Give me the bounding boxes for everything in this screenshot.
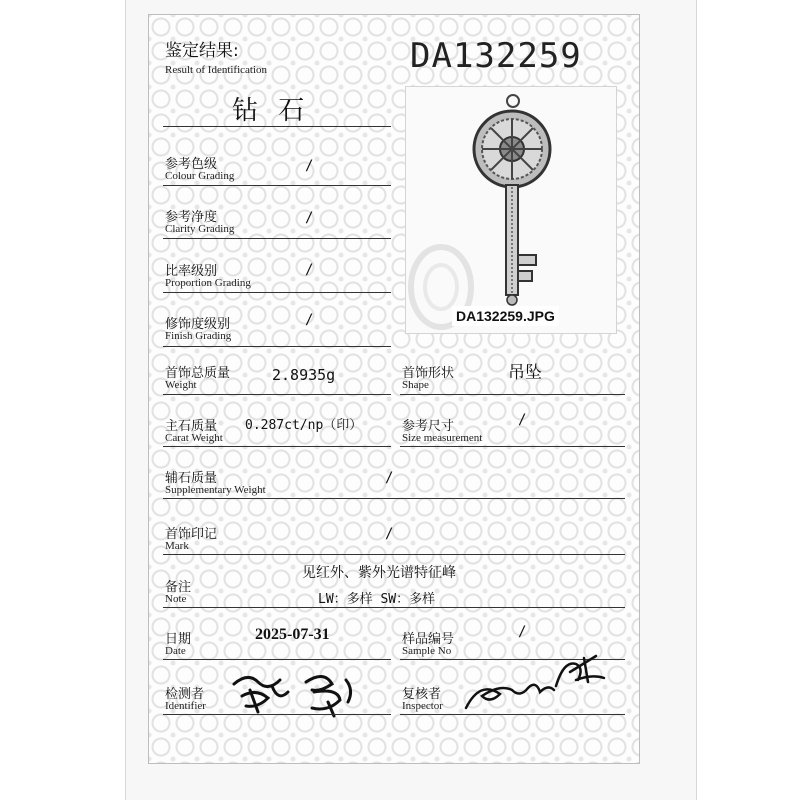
- identifier-label-zh: 检测者: [165, 687, 205, 702]
- date-value: 2025-07-31: [255, 626, 330, 643]
- title-zh: 鉴定结果:: [165, 41, 239, 61]
- note-line-1: 见红外、紫外光谱特征峰: [302, 565, 456, 581]
- divider: [163, 346, 391, 347]
- date-label-en: Date: [165, 645, 186, 657]
- size-label-en: Size measurement: [402, 432, 483, 444]
- note-label-zh: 备注: [165, 580, 192, 595]
- mark-label-zh: 首饰印记: [165, 527, 218, 542]
- divider: [163, 554, 625, 555]
- photo-caption: DA132259.JPG: [452, 306, 559, 326]
- finish-label-en: Finish Grading: [165, 330, 232, 342]
- inspector-label-zh: 复核者: [402, 687, 442, 702]
- finish-value: /: [305, 312, 314, 328]
- supplementary-value: /: [385, 470, 394, 486]
- divider: [163, 607, 625, 608]
- mark-value: /: [385, 526, 394, 542]
- divider: [163, 238, 391, 239]
- clarity-label-en: Clarity Grading: [165, 223, 235, 235]
- divider: [163, 498, 625, 499]
- inspector-signature: [460, 650, 610, 714]
- proportion-label-en: Proportion Grading: [165, 277, 251, 289]
- mark-label-en: Mark: [165, 540, 189, 552]
- proportion-label-zh: 比率级别: [165, 264, 218, 279]
- clarity-label-zh: 参考净度: [165, 210, 218, 225]
- colour-value: /: [305, 158, 314, 174]
- note-line-2: LW：多样 SW：多样: [318, 592, 436, 607]
- weight-value: 2.8935g: [272, 366, 336, 384]
- divider: [163, 126, 391, 127]
- sample-label-en: Sample No: [402, 645, 452, 657]
- divider: [163, 394, 391, 395]
- colour-label-en: Colour Grading: [165, 170, 235, 182]
- divider: [163, 714, 391, 715]
- divider: [163, 292, 391, 293]
- size-label-zh: 参考尺寸: [402, 419, 455, 434]
- identification-result: 钻 石: [232, 96, 311, 126]
- carat-label-en: Carat Weight: [165, 432, 223, 444]
- weight-label-zh: 首饰总质量: [165, 366, 231, 381]
- carat-value: 0.287ct/np（印）: [245, 418, 363, 433]
- key-pendant-icon: [406, 87, 616, 333]
- supplementary-label-zh: 辅石质量: [165, 471, 218, 486]
- certificate-number: DA132259: [410, 36, 582, 76]
- colour-label-zh: 参考色级: [165, 157, 218, 172]
- divider: [400, 394, 625, 395]
- identifier-label-en: Identifier: [165, 700, 206, 712]
- sample-label-zh: 样品编号: [402, 632, 455, 647]
- inspector-label-en: Inspector: [402, 700, 443, 712]
- divider: [163, 185, 391, 186]
- shape-label-zh: 首饰形状: [402, 366, 455, 381]
- divider: [163, 446, 391, 447]
- clarity-value: /: [305, 210, 314, 226]
- shape-value: 吊坠: [508, 363, 542, 383]
- sample-value: /: [518, 624, 527, 640]
- finish-label-zh: 修饰度级别: [165, 317, 231, 332]
- divider: [163, 659, 391, 660]
- title-en: Result of Identification: [165, 64, 268, 76]
- proportion-value: /: [305, 262, 314, 278]
- size-value: /: [518, 412, 527, 428]
- weight-label-en: Weight: [165, 379, 197, 391]
- divider: [400, 446, 625, 447]
- sample-photo: [405, 86, 617, 334]
- date-label-zh: 日期: [165, 632, 192, 647]
- supplementary-label-en: Supplementary Weight: [165, 484, 266, 496]
- divider: [400, 714, 625, 715]
- shape-label-en: Shape: [402, 379, 429, 391]
- carat-label-zh: 主石质量: [165, 419, 218, 434]
- note-label-en: Note: [165, 593, 187, 605]
- identifier-signature: [228, 662, 378, 718]
